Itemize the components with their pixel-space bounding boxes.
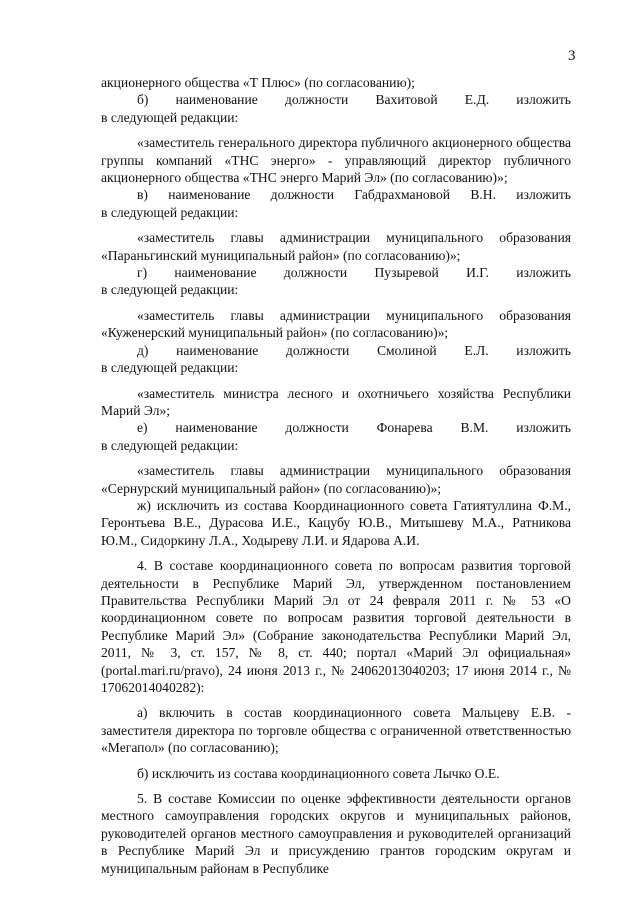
- paragraph: в следующей редакции:: [101, 282, 239, 298]
- document-body: [101, 74, 571, 877]
- paragraph: б) наименование должности Вахитовой Е.Д. изложить: [137, 92, 571, 108]
- paragraph: в) наименование должности Габдрахмановой В.Н. изложить: [137, 187, 571, 203]
- paragraph: «заместитель главы администрации муниципального образования «Параньгинский муниципальный район» (по согласованию)»;: [101, 230, 571, 263]
- paragraph: «заместитель главы администрации муниципального образования «Сернурский муниципальный район» (по согласованию)»;: [101, 463, 571, 496]
- paragraph: д) наименование должности Смолиной Е.Л. изложить: [137, 342, 571, 358]
- paragraph: 4. В составе координационного совета по вопросам развития торговой деятельности в Республике Марий Эл, утвержденном постановлением Правительства Республики Марий Эл от 24 февраля 2011 г. № 53 «О координационном совете по вопросам развития торговой деятельности в Республике Марий Эл» (Собрание законодательства Республики Марий Эл, 2011, № 3, ст. 157, № 8, ст. 440; портал «Марий Эл официальная» (portal.mari.ru/pravo), 24 июня 2013 г., № 24062013040203; 17 июня 2014 г., № 17062014040282):: [101, 558, 571, 695]
- paragraph: е) наименование должности Фонарева В.М. изложить: [137, 420, 571, 436]
- paragraph: а) включить в состав координационного совета Мальцеву Е.В. - заместителя директора по торговле общества с ограниченной ответственностью «Мегапол» (по согласованию);: [101, 705, 571, 756]
- paragraph: акционерного общества «Т Плюс» (по согласованию);: [101, 75, 415, 90]
- paragraph: в следующей редакции:: [101, 204, 239, 220]
- paragraph: «заместитель главы администрации муниципального образования «Куженерский муниципальный район» (по согласованию)»;: [101, 307, 571, 341]
- page-number: 3: [568, 48, 576, 64]
- paragraph: в следующей редакции:: [101, 360, 239, 376]
- paragraph: ж) исключить из состава Координационного совета Гатиятуллина Ф.М., Геронтьева В.Е., Дурасова И.Е., Кацубу Ю.В., Митышеву М.А., Ратникова Ю.М., Сидоркину Л.А., Ходыреву Л.И. и Ядарова А.И.: [101, 497, 571, 548]
- paragraph: «заместитель министра лесного и охотничьего хозяйства Республики Марий Эл»;: [101, 385, 571, 418]
- paragraph: 5. В составе Комиссии по оценке эффективности деятельности органов местного самоуправления городских округов и муниципальных районов, руководителей органов местного самоуправления и руководителей организаций в Республике Марий Эл и присуждению грантов городским округам и муниципальным районам в Республике: [101, 791, 571, 876]
- paragraph: в следующей редакции:: [101, 109, 239, 125]
- paragraph: «заместитель генерального директора публичного акционерного общества группы компаний «ТНС энерго» - управляющий директор публичного акционерного общества «ТНС энерго Марий Эл» (по согласованию)»;: [101, 135, 571, 186]
- paragraph: б) исключить из состава координационного совета Лычко О.Е.: [137, 765, 500, 781]
- paragraph: г) наименование должности Пузыревой И.Г. изложить: [137, 265, 571, 281]
- paragraph: в следующей редакции:: [101, 437, 239, 453]
